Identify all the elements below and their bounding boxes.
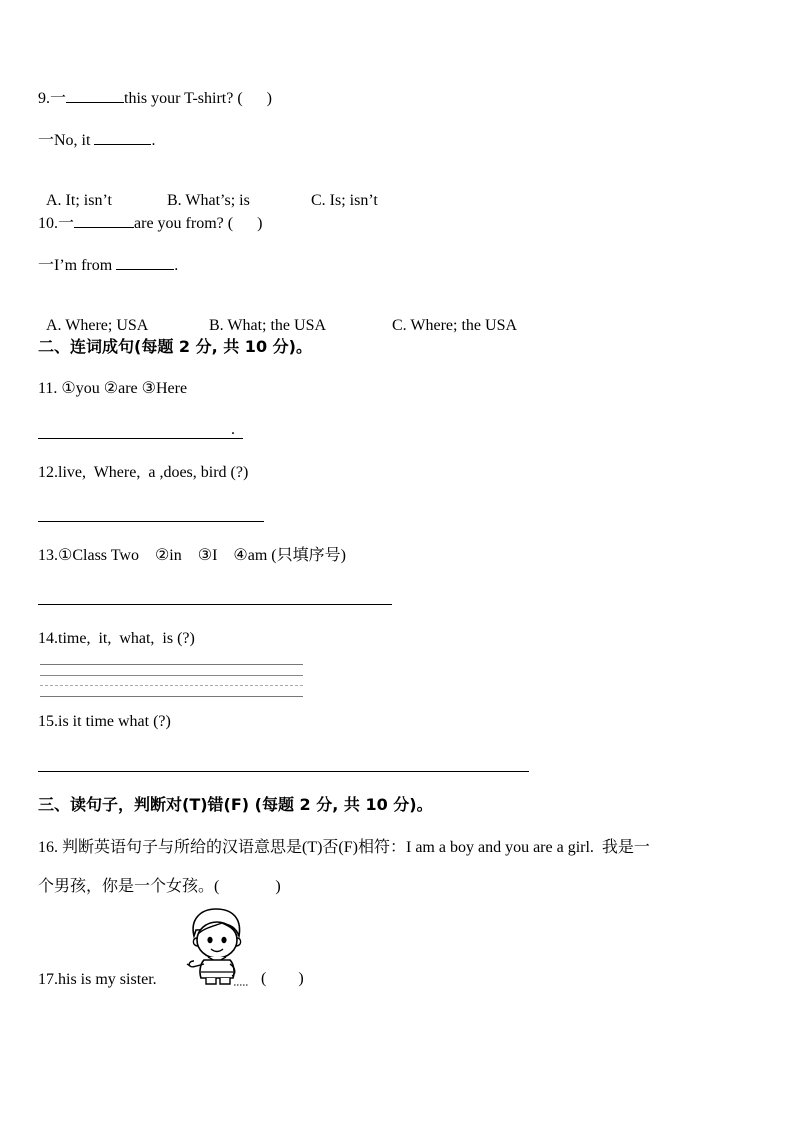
q9-option-b[interactable]: B. What’s; is xyxy=(167,192,250,209)
q10-option-b[interactable]: B. What; the USA xyxy=(209,317,327,334)
q9-line1: 9.一 this your T-shirt? ( ) xyxy=(38,90,273,107)
q14-prompt: 14.time, it, what, is (?) xyxy=(38,630,195,647)
q14-writing-lines[interactable] xyxy=(40,664,303,698)
q10-options xyxy=(38,296,517,336)
q10-line2: 一I’m from . xyxy=(38,257,179,274)
boy-illustration xyxy=(186,906,250,988)
q9-blank1[interactable] xyxy=(66,88,124,103)
q11-prompt: 11. ①you ②are ③Here xyxy=(38,380,188,397)
q16-line2[interactable]: 个男孩，你是一个女孩。( ) xyxy=(38,878,281,895)
q15-answer-line[interactable] xyxy=(38,771,529,772)
q9-line2: 一No, it . xyxy=(38,132,156,149)
q10-option-a[interactable]: A. Where; USA xyxy=(46,317,149,334)
q13-answer-line[interactable] xyxy=(38,604,392,605)
q17-prompt: 17.his is my sister. xyxy=(38,971,157,988)
q12-prompt: 12.live, Where, a ,does, bird (?) xyxy=(38,464,249,481)
q9-option-c[interactable]: C. Is; isn’t xyxy=(311,192,378,209)
section3-heading: 三、读句子，判断对(T)错(F) (每题 2 分, 共 10 分)。 xyxy=(38,795,433,814)
q10-blank1[interactable] xyxy=(74,213,134,228)
q10-blank2[interactable] xyxy=(116,255,174,270)
q11-end-mark: . xyxy=(231,421,235,438)
section2-heading: 二、连词成句(每题 2 分, 共 10 分)。 xyxy=(38,337,312,356)
q11-answer-line[interactable] xyxy=(38,438,243,439)
q12-answer-line[interactable] xyxy=(38,521,264,522)
q17-paren[interactable]: ( ) xyxy=(261,970,304,987)
q13-prompt: 13.①Class Two ②in ③I ④am (只填序号) xyxy=(38,547,346,564)
q9-option-a[interactable]: A. It; isn’t xyxy=(46,192,112,209)
q9-blank2[interactable] xyxy=(94,130,151,145)
q15-prompt: 15.is it time what (?) xyxy=(38,713,171,730)
q10-option-c[interactable]: C. Where; the USA xyxy=(392,317,518,334)
q16-line1: 16. 判断英语句子与所给的汉语意思是(T)否(F)相符：I am a boy and you are a girl. 我是一 xyxy=(38,839,650,856)
q9-options xyxy=(38,171,378,211)
q10-line1: 10.一 are you from? ( ) xyxy=(38,215,263,232)
